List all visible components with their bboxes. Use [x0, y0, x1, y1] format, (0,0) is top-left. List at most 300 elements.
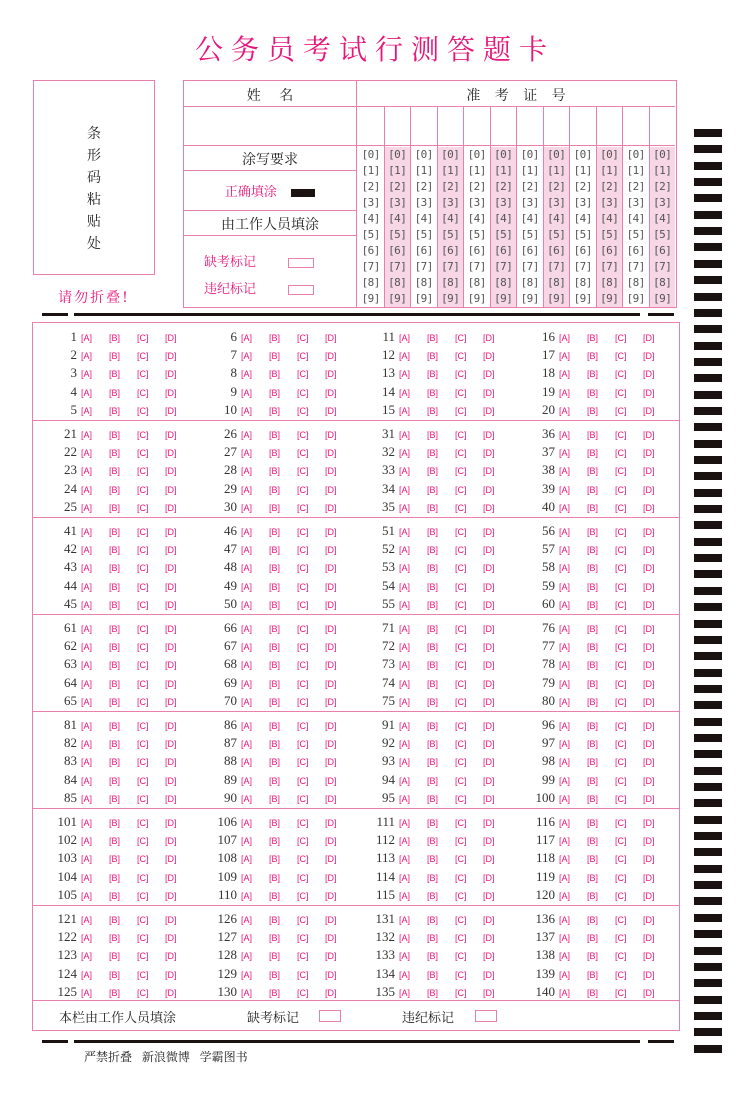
answer-bubble-a[interactable]: [A]: [241, 660, 253, 671]
answer-bubble-a[interactable]: [A]: [399, 527, 411, 537]
answer-bubble-b[interactable]: [B]: [269, 987, 281, 998]
answer-bubble-a[interactable]: [A]: [559, 890, 571, 901]
answer-bubble-d[interactable]: [D]: [325, 387, 337, 398]
answer-bubble-c[interactable]: [C]: [297, 969, 309, 980]
answer-bubble-b[interactable]: [B]: [427, 890, 439, 901]
answer-bubble-b[interactable]: [B]: [109, 387, 121, 398]
answer-bubble-d[interactable]: [D]: [483, 951, 495, 962]
answer-bubble-d[interactable]: [D]: [325, 915, 337, 925]
answer-bubble-c[interactable]: [C]: [297, 854, 309, 865]
answer-bubble-a[interactable]: [A]: [81, 599, 93, 610]
answer-bubble-c[interactable]: [C]: [455, 405, 467, 416]
exam-id-digit-bubble[interactable]: [9]: [494, 292, 513, 305]
exam-id-digit-bubble[interactable]: [8]: [441, 276, 460, 289]
exam-id-digit-bubble[interactable]: [4]: [494, 212, 513, 225]
answer-bubble-c[interactable]: [C]: [137, 484, 149, 495]
answer-bubble-c[interactable]: [C]: [137, 757, 149, 768]
exam-id-digit-bubble[interactable]: [7]: [653, 260, 672, 273]
answer-bubble-c[interactable]: [C]: [615, 836, 627, 847]
answer-bubble-b[interactable]: [B]: [427, 599, 439, 610]
exam-id-digit-bubble[interactable]: [8]: [547, 276, 566, 289]
answer-bubble-b[interactable]: [B]: [427, 545, 439, 556]
answer-bubble-d[interactable]: [D]: [165, 854, 177, 865]
answer-bubble-b[interactable]: [B]: [587, 721, 599, 731]
answer-bubble-b[interactable]: [B]: [427, 660, 439, 671]
exam-id-digit-bubble[interactable]: [3]: [520, 196, 539, 209]
answer-bubble-d[interactable]: [D]: [643, 660, 655, 671]
answer-bubble-c[interactable]: [C]: [297, 836, 309, 847]
answer-bubble-d[interactable]: [D]: [483, 757, 495, 768]
answer-bubble-c[interactable]: [C]: [615, 775, 627, 786]
answer-bubble-b[interactable]: [B]: [269, 890, 281, 901]
answer-bubble-b[interactable]: [B]: [269, 387, 281, 398]
answer-bubble-a[interactable]: [A]: [559, 969, 571, 980]
answer-bubble-d[interactable]: [D]: [483, 739, 495, 750]
answer-bubble-a[interactable]: [A]: [81, 987, 93, 998]
answer-bubble-a[interactable]: [A]: [559, 448, 571, 459]
exam-id-digit-bubble[interactable]: [2]: [361, 180, 380, 193]
answer-bubble-b[interactable]: [B]: [587, 951, 599, 962]
answer-bubble-a[interactable]: [A]: [241, 775, 253, 786]
answer-bubble-a[interactable]: [A]: [81, 581, 93, 592]
answer-bubble-c[interactable]: [C]: [455, 933, 467, 944]
answer-bubble-c[interactable]: [C]: [615, 915, 627, 925]
answer-bubble-d[interactable]: [D]: [643, 333, 655, 343]
answer-bubble-a[interactable]: [A]: [559, 527, 571, 537]
answer-bubble-d[interactable]: [D]: [165, 890, 177, 901]
answer-bubble-b[interactable]: [B]: [269, 969, 281, 980]
answer-bubble-b[interactable]: [B]: [427, 951, 439, 962]
answer-bubble-c[interactable]: [C]: [455, 818, 467, 828]
answer-bubble-d[interactable]: [D]: [643, 484, 655, 495]
exam-id-digit-bubble[interactable]: [9]: [520, 292, 539, 305]
exam-id-digit-bubble[interactable]: [1]: [653, 164, 672, 177]
answer-bubble-b[interactable]: [B]: [587, 836, 599, 847]
answer-bubble-b[interactable]: [B]: [427, 739, 439, 750]
exam-id-digit-bubble[interactable]: [8]: [573, 276, 592, 289]
exam-id-digit-bubble[interactable]: [5]: [573, 228, 592, 241]
answer-bubble-a[interactable]: [A]: [81, 351, 93, 362]
answer-bubble-c[interactable]: [C]: [137, 448, 149, 459]
exam-id-digit-bubble[interactable]: [4]: [388, 212, 407, 225]
answer-bubble-a[interactable]: [A]: [81, 836, 93, 847]
answer-bubble-c[interactable]: [C]: [455, 466, 467, 477]
exam-id-digit-bubble[interactable]: [7]: [361, 260, 380, 273]
answer-bubble-c[interactable]: [C]: [137, 836, 149, 847]
answer-bubble-a[interactable]: [A]: [81, 890, 93, 901]
answer-bubble-b[interactable]: [B]: [587, 430, 599, 440]
answer-bubble-d[interactable]: [D]: [325, 581, 337, 592]
answer-bubble-b[interactable]: [B]: [269, 775, 281, 786]
answer-bubble-b[interactable]: [B]: [269, 545, 281, 556]
answer-bubble-c[interactable]: [C]: [615, 466, 627, 477]
answer-bubble-d[interactable]: [D]: [483, 563, 495, 574]
answer-bubble-d[interactable]: [D]: [483, 405, 495, 416]
answer-bubble-b[interactable]: [B]: [269, 872, 281, 883]
answer-bubble-a[interactable]: [A]: [399, 915, 411, 925]
answer-bubble-a[interactable]: [A]: [399, 466, 411, 477]
exam-id-digit-bubble[interactable]: [5]: [388, 228, 407, 241]
answer-bubble-d[interactable]: [D]: [325, 502, 337, 513]
answer-bubble-a[interactable]: [A]: [241, 351, 253, 362]
answer-bubble-d[interactable]: [D]: [325, 969, 337, 980]
answer-bubble-d[interactable]: [D]: [483, 836, 495, 847]
answer-bubble-d[interactable]: [D]: [483, 448, 495, 459]
answer-bubble-c[interactable]: [C]: [615, 969, 627, 980]
exam-id-digit-bubble[interactable]: [3]: [441, 196, 460, 209]
answer-bubble-b[interactable]: [B]: [269, 351, 281, 362]
answer-bubble-a[interactable]: [A]: [559, 775, 571, 786]
answer-bubble-a[interactable]: [A]: [399, 872, 411, 883]
answer-bubble-d[interactable]: [D]: [165, 775, 177, 786]
answer-bubble-d[interactable]: [D]: [643, 951, 655, 962]
answer-bubble-d[interactable]: [D]: [483, 333, 495, 343]
answer-bubble-d[interactable]: [D]: [165, 466, 177, 477]
answer-bubble-a[interactable]: [A]: [241, 890, 253, 901]
answer-bubble-a[interactable]: [A]: [81, 951, 93, 962]
answer-bubble-a[interactable]: [A]: [559, 405, 571, 416]
answer-bubble-d[interactable]: [D]: [325, 484, 337, 495]
answer-bubble-d[interactable]: [D]: [165, 678, 177, 689]
exam-id-digit-bubble[interactable]: [7]: [520, 260, 539, 273]
exam-id-digit-bubble[interactable]: [1]: [441, 164, 460, 177]
answer-bubble-b[interactable]: [B]: [109, 872, 121, 883]
answer-bubble-a[interactable]: [A]: [81, 545, 93, 556]
answer-bubble-d[interactable]: [D]: [483, 915, 495, 925]
exam-id-digit-bubble[interactable]: [3]: [467, 196, 486, 209]
answer-bubble-c[interactable]: [C]: [297, 951, 309, 962]
answer-bubble-b[interactable]: [B]: [109, 448, 121, 459]
answer-bubble-d[interactable]: [D]: [325, 333, 337, 343]
answer-bubble-c[interactable]: [C]: [137, 502, 149, 513]
answer-bubble-c[interactable]: [C]: [615, 854, 627, 865]
answer-bubble-c[interactable]: [C]: [297, 890, 309, 901]
exam-id-digit-bubble[interactable]: [0]: [441, 148, 460, 161]
absent-mark-checkbox[interactable]: [288, 258, 314, 268]
answer-bubble-b[interactable]: [B]: [109, 660, 121, 671]
answer-bubble-c[interactable]: [C]: [615, 818, 627, 828]
answer-bubble-b[interactable]: [B]: [587, 678, 599, 689]
exam-id-digit-bubble[interactable]: [1]: [573, 164, 592, 177]
answer-bubble-b[interactable]: [B]: [269, 466, 281, 477]
answer-bubble-b[interactable]: [B]: [587, 915, 599, 925]
answer-bubble-b[interactable]: [B]: [109, 624, 121, 634]
answer-bubble-d[interactable]: [D]: [643, 405, 655, 416]
answer-bubble-c[interactable]: [C]: [137, 624, 149, 634]
answer-bubble-c[interactable]: [C]: [455, 387, 467, 398]
answer-bubble-a[interactable]: [A]: [559, 642, 571, 653]
exam-id-digit-bubble[interactable]: [5]: [494, 228, 513, 241]
answer-bubble-b[interactable]: [B]: [427, 793, 439, 804]
answer-bubble-d[interactable]: [D]: [165, 872, 177, 883]
answer-bubble-a[interactable]: [A]: [241, 678, 253, 689]
answer-bubble-c[interactable]: [C]: [455, 739, 467, 750]
answer-bubble-b[interactable]: [B]: [427, 757, 439, 768]
answer-bubble-d[interactable]: [D]: [643, 739, 655, 750]
answer-bubble-d[interactable]: [D]: [165, 933, 177, 944]
answer-bubble-a[interactable]: [A]: [559, 545, 571, 556]
answer-bubble-b[interactable]: [B]: [269, 915, 281, 925]
answer-bubble-a[interactable]: [A]: [399, 678, 411, 689]
exam-id-digit-bubble[interactable]: [5]: [520, 228, 539, 241]
exam-id-digit-bubble[interactable]: [5]: [467, 228, 486, 241]
exam-id-digit-bubble[interactable]: [3]: [388, 196, 407, 209]
answer-bubble-d[interactable]: [D]: [165, 405, 177, 416]
answer-bubble-d[interactable]: [D]: [325, 563, 337, 574]
answer-bubble-b[interactable]: [B]: [109, 696, 121, 707]
answer-bubble-c[interactable]: [C]: [297, 793, 309, 804]
answer-bubble-d[interactable]: [D]: [165, 951, 177, 962]
answer-bubble-c[interactable]: [C]: [297, 739, 309, 750]
answer-bubble-c[interactable]: [C]: [455, 581, 467, 592]
answer-bubble-d[interactable]: [D]: [325, 369, 337, 380]
answer-bubble-d[interactable]: [D]: [483, 527, 495, 537]
answer-bubble-c[interactable]: [C]: [137, 696, 149, 707]
answer-bubble-b[interactable]: [B]: [269, 563, 281, 574]
answer-bubble-c[interactable]: [C]: [137, 969, 149, 980]
answer-bubble-d[interactable]: [D]: [643, 642, 655, 653]
answer-bubble-a[interactable]: [A]: [241, 836, 253, 847]
answer-bubble-d[interactable]: [D]: [483, 466, 495, 477]
answer-bubble-a[interactable]: [A]: [241, 739, 253, 750]
answer-bubble-b[interactable]: [B]: [269, 642, 281, 653]
answer-bubble-b[interactable]: [B]: [269, 757, 281, 768]
answer-bubble-c[interactable]: [C]: [615, 430, 627, 440]
answer-bubble-b[interactable]: [B]: [427, 430, 439, 440]
answer-bubble-b[interactable]: [B]: [587, 987, 599, 998]
exam-id-digit-bubble[interactable]: [3]: [361, 196, 380, 209]
answer-bubble-a[interactable]: [A]: [241, 563, 253, 574]
exam-id-digit-bubble[interactable]: [9]: [361, 292, 380, 305]
answer-bubble-b[interactable]: [B]: [587, 351, 599, 362]
answer-bubble-d[interactable]: [D]: [325, 351, 337, 362]
exam-id-digit-bubble[interactable]: [6]: [388, 244, 407, 257]
answer-bubble-a[interactable]: [A]: [399, 933, 411, 944]
answer-bubble-c[interactable]: [C]: [137, 721, 149, 731]
answer-bubble-b[interactable]: [B]: [109, 836, 121, 847]
answer-bubble-a[interactable]: [A]: [559, 933, 571, 944]
exam-id-digit-bubble[interactable]: [1]: [626, 164, 645, 177]
answer-bubble-c[interactable]: [C]: [137, 387, 149, 398]
answer-bubble-a[interactable]: [A]: [81, 739, 93, 750]
answer-bubble-a[interactable]: [A]: [241, 793, 253, 804]
answer-bubble-d[interactable]: [D]: [165, 563, 177, 574]
answer-bubble-c[interactable]: [C]: [455, 369, 467, 380]
answer-bubble-c[interactable]: [C]: [297, 818, 309, 828]
answer-bubble-c[interactable]: [C]: [137, 527, 149, 537]
exam-id-digit-bubble[interactable]: [1]: [414, 164, 433, 177]
answer-bubble-b[interactable]: [B]: [587, 369, 599, 380]
answer-bubble-c[interactable]: [C]: [455, 721, 467, 731]
exam-id-digit-bubble[interactable]: [1]: [600, 164, 619, 177]
answer-bubble-d[interactable]: [D]: [643, 351, 655, 362]
answer-bubble-d[interactable]: [D]: [165, 351, 177, 362]
answer-bubble-a[interactable]: [A]: [399, 333, 411, 343]
exam-id-digit-bubble[interactable]: [4]: [653, 212, 672, 225]
answer-bubble-c[interactable]: [C]: [615, 563, 627, 574]
answer-bubble-a[interactable]: [A]: [399, 757, 411, 768]
answer-bubble-c[interactable]: [C]: [297, 696, 309, 707]
answer-bubble-c[interactable]: [C]: [297, 678, 309, 689]
violation-mark-checkbox[interactable]: [288, 285, 314, 295]
answer-bubble-a[interactable]: [A]: [241, 448, 253, 459]
answer-bubble-a[interactable]: [A]: [559, 757, 571, 768]
answer-bubble-d[interactable]: [D]: [643, 581, 655, 592]
answer-bubble-d[interactable]: [D]: [643, 430, 655, 440]
answer-bubble-c[interactable]: [C]: [137, 660, 149, 671]
answer-bubble-a[interactable]: [A]: [399, 987, 411, 998]
answer-bubble-d[interactable]: [D]: [643, 599, 655, 610]
answer-bubble-b[interactable]: [B]: [269, 739, 281, 750]
answer-bubble-a[interactable]: [A]: [241, 545, 253, 556]
answer-bubble-a[interactable]: [A]: [81, 369, 93, 380]
answer-bubble-d[interactable]: [D]: [325, 430, 337, 440]
exam-id-digit-bubble[interactable]: [0]: [361, 148, 380, 161]
answer-bubble-b[interactable]: [B]: [109, 333, 121, 343]
exam-id-digit-bubble[interactable]: [9]: [600, 292, 619, 305]
answer-bubble-a[interactable]: [A]: [81, 818, 93, 828]
answer-bubble-b[interactable]: [B]: [269, 793, 281, 804]
answer-bubble-b[interactable]: [B]: [109, 818, 121, 828]
answer-bubble-c[interactable]: [C]: [615, 660, 627, 671]
staff-absent-checkbox[interactable]: [319, 1010, 341, 1022]
answer-bubble-a[interactable]: [A]: [81, 775, 93, 786]
answer-bubble-a[interactable]: [A]: [241, 818, 253, 828]
exam-id-digit-bubble[interactable]: [5]: [547, 228, 566, 241]
answer-bubble-b[interactable]: [B]: [427, 836, 439, 847]
answer-bubble-b[interactable]: [B]: [109, 951, 121, 962]
answer-bubble-d[interactable]: [D]: [325, 872, 337, 883]
exam-id-digit-bubble[interactable]: [5]: [653, 228, 672, 241]
answer-bubble-a[interactable]: [A]: [399, 642, 411, 653]
exam-id-digit-bubble[interactable]: [8]: [361, 276, 380, 289]
exam-id-digit-bubble[interactable]: [4]: [547, 212, 566, 225]
answer-bubble-b[interactable]: [B]: [109, 430, 121, 440]
answer-bubble-b[interactable]: [B]: [427, 872, 439, 883]
answer-bubble-a[interactable]: [A]: [399, 599, 411, 610]
answer-bubble-b[interactable]: [B]: [587, 775, 599, 786]
answer-bubble-a[interactable]: [A]: [241, 872, 253, 883]
exam-id-digit-bubble[interactable]: [7]: [626, 260, 645, 273]
answer-bubble-b[interactable]: [B]: [427, 448, 439, 459]
answer-bubble-b[interactable]: [B]: [109, 987, 121, 998]
answer-bubble-d[interactable]: [D]: [643, 527, 655, 537]
answer-bubble-b[interactable]: [B]: [269, 502, 281, 513]
answer-bubble-d[interactable]: [D]: [643, 793, 655, 804]
answer-bubble-a[interactable]: [A]: [559, 739, 571, 750]
answer-bubble-c[interactable]: [C]: [137, 545, 149, 556]
answer-bubble-c[interactable]: [C]: [137, 872, 149, 883]
answer-bubble-c[interactable]: [C]: [297, 405, 309, 416]
answer-bubble-a[interactable]: [A]: [81, 854, 93, 865]
answer-bubble-c[interactable]: [C]: [137, 678, 149, 689]
answer-bubble-d[interactable]: [D]: [325, 951, 337, 962]
answer-bubble-a[interactable]: [A]: [81, 642, 93, 653]
answer-bubble-b[interactable]: [B]: [109, 369, 121, 380]
answer-bubble-b[interactable]: [B]: [109, 581, 121, 592]
answer-bubble-b[interactable]: [B]: [109, 933, 121, 944]
exam-id-digit-bubble[interactable]: [8]: [600, 276, 619, 289]
answer-bubble-c[interactable]: [C]: [455, 969, 467, 980]
answer-bubble-c[interactable]: [C]: [297, 872, 309, 883]
answer-bubble-d[interactable]: [D]: [325, 696, 337, 707]
answer-bubble-d[interactable]: [D]: [643, 890, 655, 901]
answer-bubble-d[interactable]: [D]: [325, 890, 337, 901]
answer-bubble-d[interactable]: [D]: [643, 466, 655, 477]
answer-bubble-c[interactable]: [C]: [455, 951, 467, 962]
answer-bubble-d[interactable]: [D]: [643, 624, 655, 634]
answer-bubble-c[interactable]: [C]: [137, 933, 149, 944]
exam-id-digit-bubble[interactable]: [0]: [600, 148, 619, 161]
exam-id-digit-bubble[interactable]: [2]: [520, 180, 539, 193]
answer-bubble-d[interactable]: [D]: [643, 696, 655, 707]
exam-id-digit-bubble[interactable]: [9]: [573, 292, 592, 305]
answer-bubble-d[interactable]: [D]: [483, 818, 495, 828]
answer-bubble-d[interactable]: [D]: [165, 599, 177, 610]
exam-id-digit-bubble[interactable]: [9]: [441, 292, 460, 305]
answer-bubble-b[interactable]: [B]: [109, 793, 121, 804]
answer-bubble-a[interactable]: [A]: [81, 484, 93, 495]
exam-id-digit-bubble[interactable]: [9]: [467, 292, 486, 305]
exam-id-digit-bubble[interactable]: [0]: [467, 148, 486, 161]
answer-bubble-d[interactable]: [D]: [165, 430, 177, 440]
answer-bubble-d[interactable]: [D]: [483, 581, 495, 592]
answer-bubble-d[interactable]: [D]: [643, 369, 655, 380]
answer-bubble-a[interactable]: [A]: [559, 696, 571, 707]
answer-bubble-c[interactable]: [C]: [137, 951, 149, 962]
answer-bubble-a[interactable]: [A]: [81, 563, 93, 574]
answer-bubble-a[interactable]: [A]: [559, 854, 571, 865]
answer-bubble-a[interactable]: [A]: [81, 933, 93, 944]
answer-bubble-a[interactable]: [A]: [81, 872, 93, 883]
exam-id-digit-bubble[interactable]: [1]: [388, 164, 407, 177]
answer-bubble-b[interactable]: [B]: [269, 818, 281, 828]
answer-bubble-a[interactable]: [A]: [399, 387, 411, 398]
exam-id-digit-bubble[interactable]: [2]: [547, 180, 566, 193]
answer-bubble-b[interactable]: [B]: [269, 599, 281, 610]
answer-bubble-d[interactable]: [D]: [483, 933, 495, 944]
answer-bubble-a[interactable]: [A]: [81, 405, 93, 416]
answer-bubble-a[interactable]: [A]: [241, 915, 253, 925]
answer-bubble-d[interactable]: [D]: [165, 721, 177, 731]
answer-bubble-d[interactable]: [D]: [483, 660, 495, 671]
answer-bubble-d[interactable]: [D]: [325, 527, 337, 537]
answer-bubble-a[interactable]: [A]: [399, 430, 411, 440]
answer-bubble-d[interactable]: [D]: [643, 545, 655, 556]
answer-bubble-b[interactable]: [B]: [587, 527, 599, 537]
answer-bubble-b[interactable]: [B]: [587, 890, 599, 901]
answer-bubble-a[interactable]: [A]: [399, 581, 411, 592]
answer-bubble-d[interactable]: [D]: [643, 987, 655, 998]
answer-bubble-b[interactable]: [B]: [109, 721, 121, 731]
answer-bubble-a[interactable]: [A]: [559, 333, 571, 343]
answer-bubble-d[interactable]: [D]: [325, 775, 337, 786]
answer-bubble-b[interactable]: [B]: [587, 757, 599, 768]
answer-bubble-c[interactable]: [C]: [455, 448, 467, 459]
answer-bubble-c[interactable]: [C]: [455, 642, 467, 653]
answer-bubble-a[interactable]: [A]: [559, 502, 571, 513]
answer-bubble-d[interactable]: [D]: [325, 987, 337, 998]
answer-bubble-c[interactable]: [C]: [137, 333, 149, 343]
answer-bubble-b[interactable]: [B]: [427, 387, 439, 398]
exam-id-digit-bubble[interactable]: [7]: [388, 260, 407, 273]
exam-id-digit-bubble[interactable]: [8]: [520, 276, 539, 289]
answer-bubble-d[interactable]: [D]: [483, 721, 495, 731]
exam-id-digit-bubble[interactable]: [0]: [547, 148, 566, 161]
answer-bubble-b[interactable]: [B]: [269, 933, 281, 944]
exam-id-digit-bubble[interactable]: [9]: [414, 292, 433, 305]
answer-bubble-d[interactable]: [D]: [325, 793, 337, 804]
